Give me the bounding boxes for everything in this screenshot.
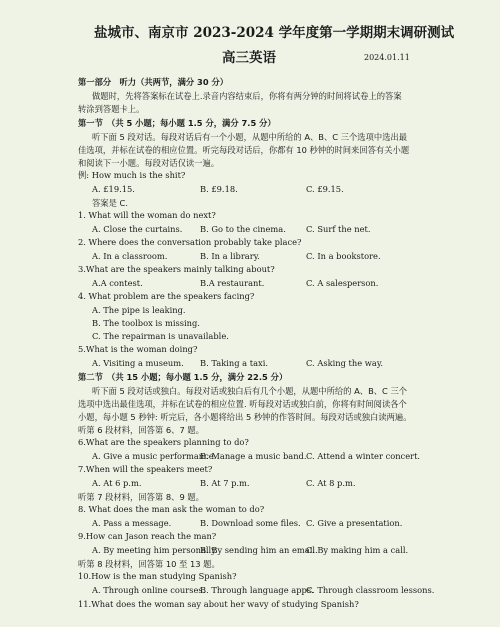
q2-option-c: C. In a bookstore. bbox=[306, 251, 381, 261]
question-2: 2. Where does the conversation probably take place? bbox=[78, 237, 302, 247]
material-7-intro: 听第 7 段材料，回答第 8、9 题。 bbox=[78, 492, 204, 502]
section1-heading: 第一节 （共 5 小题；每小题 1.5 分，满分 7.5 分） bbox=[78, 118, 276, 128]
q4-option-c: C. The repairman is unavailable. bbox=[92, 331, 229, 341]
question-7: 7.When will the speakers meet? bbox=[78, 464, 213, 474]
exam-date: 2024.01.11 bbox=[364, 53, 410, 62]
q8-option-c: C. Give a presentation. bbox=[306, 518, 403, 528]
section1-intro-line: 听下面 5 段对话。每段对话后有一个小题，从题中所给的 A、B、C 三个选项中选出最 bbox=[92, 132, 408, 142]
question-8: 8. What does the man ask the woman to do? bbox=[78, 504, 265, 514]
section1-intro-line: 和阅读下一小题。每段对话仅读一遍。 bbox=[78, 158, 220, 168]
section1-intro-line: 佳选项，并标在试卷的相应位置。听完每段对话后，你都有 10 秒钟的时间来回答有关小题 bbox=[78, 145, 410, 155]
material-8-intro: 听第 8 段材料，回答第 10 至 13 题。 bbox=[78, 559, 220, 569]
q10-option-a: A. Through online courses. bbox=[92, 585, 206, 595]
example-answer: 答案是 C. bbox=[92, 198, 128, 208]
q4-option-a: A. The pipe is leaking. bbox=[92, 305, 186, 315]
q7-option-b: B. At 7 p.m. bbox=[200, 478, 250, 488]
part1-intro-line: 转涂到答题卡上。 bbox=[78, 104, 145, 114]
q1-option-a: A. Close the curtains. bbox=[92, 224, 183, 234]
exam-title: 盐城市、南京市 2023-2024 学年度第一学期期末调研测试 bbox=[94, 25, 455, 41]
q3-option-a: A.A contest. bbox=[92, 278, 143, 288]
q8-option-a: A. Pass a message. bbox=[92, 518, 172, 528]
q9-option-b: B. By sending him an email. bbox=[200, 545, 318, 555]
section2-intro-line: 选项中选出最佳选项，并标在试卷的相应位置. 听每段对话或独白前，你将有时间阅读各个 bbox=[78, 399, 407, 409]
question-5: 5.What is the woman doing? bbox=[78, 344, 198, 354]
example-option-b: B. £9.18. bbox=[200, 184, 238, 194]
q5-option-a: A. Visiting a museum. bbox=[92, 358, 184, 368]
question-1: 1. What will the woman do next? bbox=[78, 210, 216, 220]
question-9: 9.How can Jason reach the man? bbox=[78, 531, 217, 541]
q9-option-c: C. By making him a call. bbox=[306, 545, 409, 555]
question-10: 10.How is the man studying Spanish? bbox=[78, 571, 237, 581]
q3-option-c: C. A salesperson. bbox=[306, 278, 379, 288]
q8-option-b: B. Download some files. bbox=[200, 518, 301, 528]
q6-option-c: C. Attend a winter concert. bbox=[306, 451, 421, 461]
part1-heading: 第一部分 听力（共两节，满分 30 分） bbox=[78, 77, 229, 87]
q1-option-c: C. Surf the net. bbox=[306, 224, 371, 234]
exam-subtitle: 高三英语 bbox=[222, 50, 276, 66]
question-11: 11.What does the woman say about her wavy of studying Spanish? bbox=[78, 599, 359, 609]
q9-option-a: A. By meeting him personally. bbox=[92, 545, 218, 555]
q6-option-a: A. Give a music performance. bbox=[92, 451, 217, 461]
q5-option-b: B. Taking a taxi. bbox=[200, 358, 269, 368]
q2-option-a: A. In a classroom. bbox=[92, 251, 168, 261]
question-3: 3.What are the speakers mainly talking about? bbox=[78, 264, 275, 274]
question-4: 4. What problem are the speakers facing? bbox=[78, 291, 255, 301]
q3-option-b: B.A restaurant. bbox=[200, 278, 265, 288]
q4-option-b: B. The toolbox is missing. bbox=[92, 318, 200, 328]
section2-intro-line: 听下面 5 段对话或独白。每段对话或独白后有几个小题，从题中所给的 A、B、C 三个 bbox=[92, 386, 408, 396]
section2-intro-line: 小题，每小题 5 秒钟: 听完后，各小题将给出 5 秒钟的作答时间。每段对话或独白读两遍。 bbox=[78, 412, 412, 422]
q10-option-c: C. Through classroom lessons. bbox=[306, 585, 435, 595]
example-option-a: A. £19.15. bbox=[92, 184, 135, 194]
q10-option-b: B. Through language apps. bbox=[200, 585, 314, 595]
question-6: 6.What are the speakers planning to do? bbox=[78, 437, 249, 447]
q1-option-b: B. Go to the cinema. bbox=[200, 224, 286, 234]
material-6-intro: 听第 6 段材料，回答第 6、7 题。 bbox=[78, 425, 204, 435]
q6-option-b: B. Manage a music band. bbox=[200, 451, 307, 461]
q5-option-c: C. Asking the way. bbox=[306, 358, 384, 368]
example-option-c: C. £9.15. bbox=[306, 184, 344, 194]
section2-heading: 第二节 （共 15 小题；每小题 1.5 分，满分 22.5 分） bbox=[78, 372, 288, 382]
part1-intro-line: 做题时，先将答案标在试卷上.录音内容结束后，你将有两分钟的时间将试卷上的答案 bbox=[92, 91, 402, 101]
q7-option-c: C. At 8 p.m. bbox=[306, 478, 356, 488]
q7-option-a: A. At 6 p.m. bbox=[92, 478, 142, 488]
q2-option-b: B. In a library. bbox=[200, 251, 260, 261]
example-question: 例: How much is the shit? bbox=[78, 170, 186, 180]
